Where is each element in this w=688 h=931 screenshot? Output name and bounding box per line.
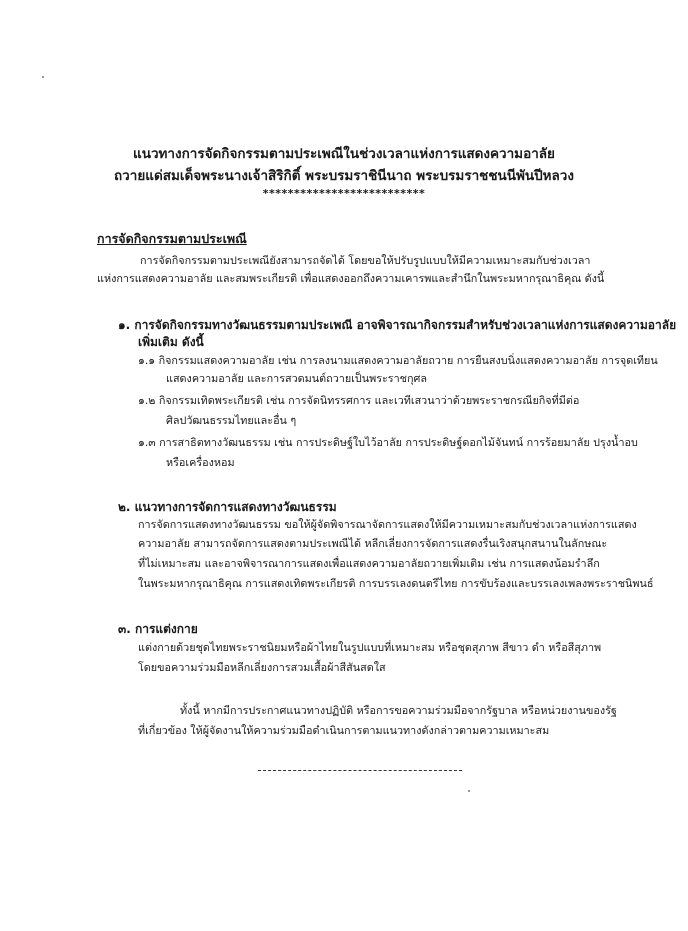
item2-line3: ที่ไม่เหมาะสม และอาจพิจารณาการแสดงเพื่อแสดงความอาลัยถวายเพิ่มเติม เช่น การแสดงน้อมรำลึก <box>138 557 600 570</box>
item1-sub2-line2: ศิลปวัฒนธรรมไทยและอื่น ๆ <box>166 414 297 427</box>
item1-sub2-line1: ๑.๒ กิจกรรมเทิดพระเกียรติ เช่น การจัดนิทรรศการ และเวทีเสวนาว่าด้วยพระราชกรณียกิจที่มีต่อ <box>138 394 580 407</box>
intro-paragraph-line2: แห่งการแสดงความอาลัย และสมพระเกียรติ เพื่อแสดงออกถึงความเคารพและสำนึกในพระมหากรุณาธิคุณ ดังนี้ <box>97 272 605 285</box>
item1-sub3-line2: หรือเครื่องหอม <box>166 456 235 469</box>
item1-sub1-line2: แสดงความอาลัย และการสวดมนต์ถวายเป็นพระราชกุศล <box>166 372 427 385</box>
title-star-separator: ************************** <box>262 187 426 200</box>
scan-speck <box>468 790 470 792</box>
item1-heading: ๑. การจัดกิจกรรมทางวัฒนธรรมตามประเพณี อาจพิจารณากิจกรรมสำหรับช่วงเวลาแห่งการแสดงความอาลัย <box>118 318 677 332</box>
section-heading-traditional-activities: การจัดกิจกรรมตามประเพณี <box>97 231 247 246</box>
item2-heading: ๒. แนวทางการจัดการแสดงทางวัฒนธรรม <box>118 500 337 514</box>
item3-line1: แต่งกายด้วยชุดไทยพระราชนิยมหรือผ้าไทยในรูปแบบที่เหมาะสม หรือชุดสุภาพ สีขาว ดำ หรือสีสุภาพ <box>138 641 602 654</box>
end-divider <box>258 770 462 771</box>
item1-sub1-line1: ๑.๑ กิจกรรมแสดงความอาลัย เช่น การลงนามแสดงความอาลัยถวาย การยืนสงบนิ่งแสดงความอาลัย การจุดเทียน <box>138 354 658 367</box>
item2-line1: การจัดการแสดงทางวัฒนธรรม ขอให้ผู้จัดพิจารณาจัดการแสดงให้มีความเหมาะสมกับช่วงเวลาแห่งการแสดง <box>138 518 637 531</box>
item2-line4: ในพระมหากรุณาธิคุณ การแสดงเทิดพระเกียรติ การบรรเลงดนตรีไทย การขับร้องและบรรเลงเพลงพระราชนิพนธ์ <box>138 577 654 590</box>
intro-paragraph-line1: การจัดกิจกรรมตามประเพณียังสามารถจัดได้ โดยขอให้ปรับรูปแบบให้มีความเหมาะสมกับช่วงเวลา <box>140 254 591 267</box>
item1-sub3-line1: ๑.๓ การสาธิตทางวัฒนธรรม เช่น การประดิษฐ์ใบไว้อาลัย การประดิษฐ์ดอกไม้จันทน์ การร้อยมาลัย ปรุงน้ำอบ <box>138 436 638 449</box>
scan-speck <box>42 76 44 78</box>
item3-line2: โดยขอความร่วมมือหลีกเลี่ยงการสวมเสื้อผ้าสีสันสดใส <box>138 661 386 674</box>
document-title-line2: ถวายแด่สมเด็จพระนางเจ้าสิริกิติ์ พระบรมราชินีนาถ พระบรมราชชนนีพันปีหลวง <box>114 168 574 184</box>
document-title-line1: แนวทางการจัดกิจกรรมตามประเพณีในช่วงเวลาแห่งการแสดงความอาลัย <box>133 146 555 162</box>
closing-paragraph-line1: ทั้งนี้ หากมีการประกาศแนวทางปฏิบัติ หรือการขอความร่วมมือจากรัฐบาล หรือหน่วยงานของรัฐ <box>180 704 617 717</box>
item3-heading: ๓. การแต่งกาย <box>118 622 198 636</box>
item1-heading-cont: เพิ่มเติม ดังนี้ <box>138 335 204 349</box>
item2-line2: ความอาลัย สามารถจัดการแสดงตามประเพณีได้ หลีกเลี่ยงการจัดการแสดงรื่นเริงสนุกสนานในลักษณะ <box>138 537 608 550</box>
closing-paragraph-line2: ที่เกี่ยวข้อง ให้ผู้จัดงานให้ความร่วมมือดำเนินการตามแนวทางดังกล่าวตามความเหมาะสม <box>138 724 550 737</box>
